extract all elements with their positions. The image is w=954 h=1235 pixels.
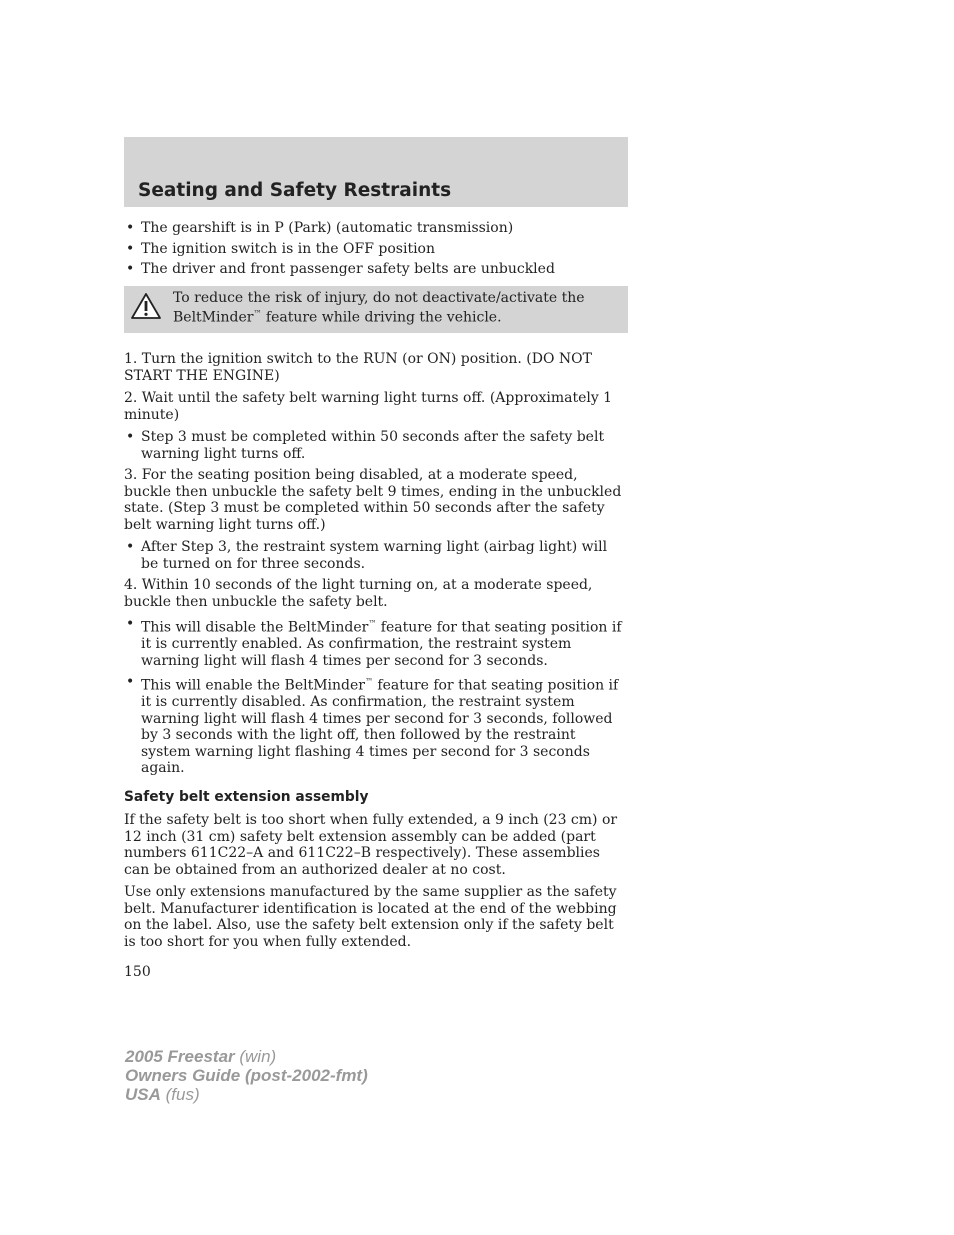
list-item: • The gearshift is in P (Park) (automatic transmission) xyxy=(124,220,628,237)
extension-heading: Safety belt extension assembly xyxy=(124,788,369,805)
extension-paragraph-1: If the safety belt is too short when fully extended, a 9 inch (23 cm) or 12 inch (31 cm) safety belt extension assembly can be added (part numbers 611C22–A and 611C22–B respectively). These assemblies can be obtained from an authorized dealer at no cost. xyxy=(124,812,618,878)
section-header xyxy=(124,137,628,207)
section-title: Seating and Safety Restraints xyxy=(138,180,452,201)
footer-market: USA xyxy=(125,1085,161,1104)
footer-line-1 xyxy=(125,1047,368,1066)
warning-text xyxy=(173,290,618,327)
step-2: 2. Wait until the safety belt warning light turns off. (Approximately 1 minute) xyxy=(124,390,613,423)
list-item: • The driver and front passenger safety belts are unbuckled xyxy=(124,261,628,278)
step-1: 1. Turn the ignition switch to the RUN (or ON) position. (DO NOT START THE ENGINE) xyxy=(124,351,592,384)
warning-box xyxy=(124,286,628,334)
trademark-mark: ™ xyxy=(364,677,373,687)
document-footer xyxy=(125,1047,368,1104)
step-3-note: • After Step 3, the restraint system warning light (airbag light) will be turned on for three seconds. xyxy=(124,539,628,572)
conditions-list xyxy=(124,220,628,278)
footer-line-3 xyxy=(125,1085,368,1104)
step-4: 4. Within 10 seconds of the light turning on, at a moderate speed, buckle then unbuckle the safety belt. xyxy=(124,577,593,610)
step-3: 3. For the seating position being disabled, at a moderate speed, buckle then unbuckle the safety belt 9 times, ending in the unbuckled state. (Step 3 must be completed within 50 seconds after the safety belt warning light turns off.) xyxy=(124,467,622,533)
note-text-pre: This will enable the BeltMinder xyxy=(141,677,365,694)
trademark-mark: ™ xyxy=(253,309,262,318)
note-text-post: feature for that seating position if it is currently enabled. As confirmation, the restraint system warning light will flash 4 times per second for 3 seconds. xyxy=(141,619,622,669)
step-4-note-enable xyxy=(124,674,628,777)
footer-model-code: (win) xyxy=(234,1047,277,1066)
extension-paragraph-2: Use only extensions manufactured by the same supplier as the safety belt. Manufacturer identification is located at the end of the webbing on the label. Also, use the safety belt extension only if the safety belt is too short for you when fully extended. xyxy=(124,884,617,950)
warning-line2-post: feature while driving the vehicle. xyxy=(261,309,502,326)
footer-market-code: (fus) xyxy=(160,1085,200,1104)
warning-line2-pre: BeltMinder xyxy=(173,309,254,326)
footer-line-2 xyxy=(125,1066,368,1085)
note-text-post: feature for that seating position if it is currently disabled. As confirmation, the restraint system warning light will flash 4 times per second for 3 seconds, followed by 3 seconds with the light off, then followed by the restraint system warning light flashing 4 times per second for 3 seconds again. xyxy=(141,677,619,777)
footer-guide: Owners Guide (post-2002-fmt) xyxy=(125,1066,368,1085)
step-2-note: • Step 3 must be completed within 50 seconds after the safety belt warning light turns off. xyxy=(124,429,628,462)
warning-triangle-icon xyxy=(130,292,162,320)
list-item: • The ignition switch is in the OFF position xyxy=(124,241,628,258)
note-text-pre: This will disable the BeltMinder xyxy=(141,619,369,636)
page-content xyxy=(124,220,628,981)
warning-line1: To reduce the risk of injury, do not deactivate/activate the xyxy=(173,289,585,306)
trademark-mark: ™ xyxy=(368,619,377,629)
step-4-note-disable xyxy=(124,616,628,669)
page-number: 150 xyxy=(124,964,151,981)
footer-model: 2005 Freestar xyxy=(125,1047,235,1066)
